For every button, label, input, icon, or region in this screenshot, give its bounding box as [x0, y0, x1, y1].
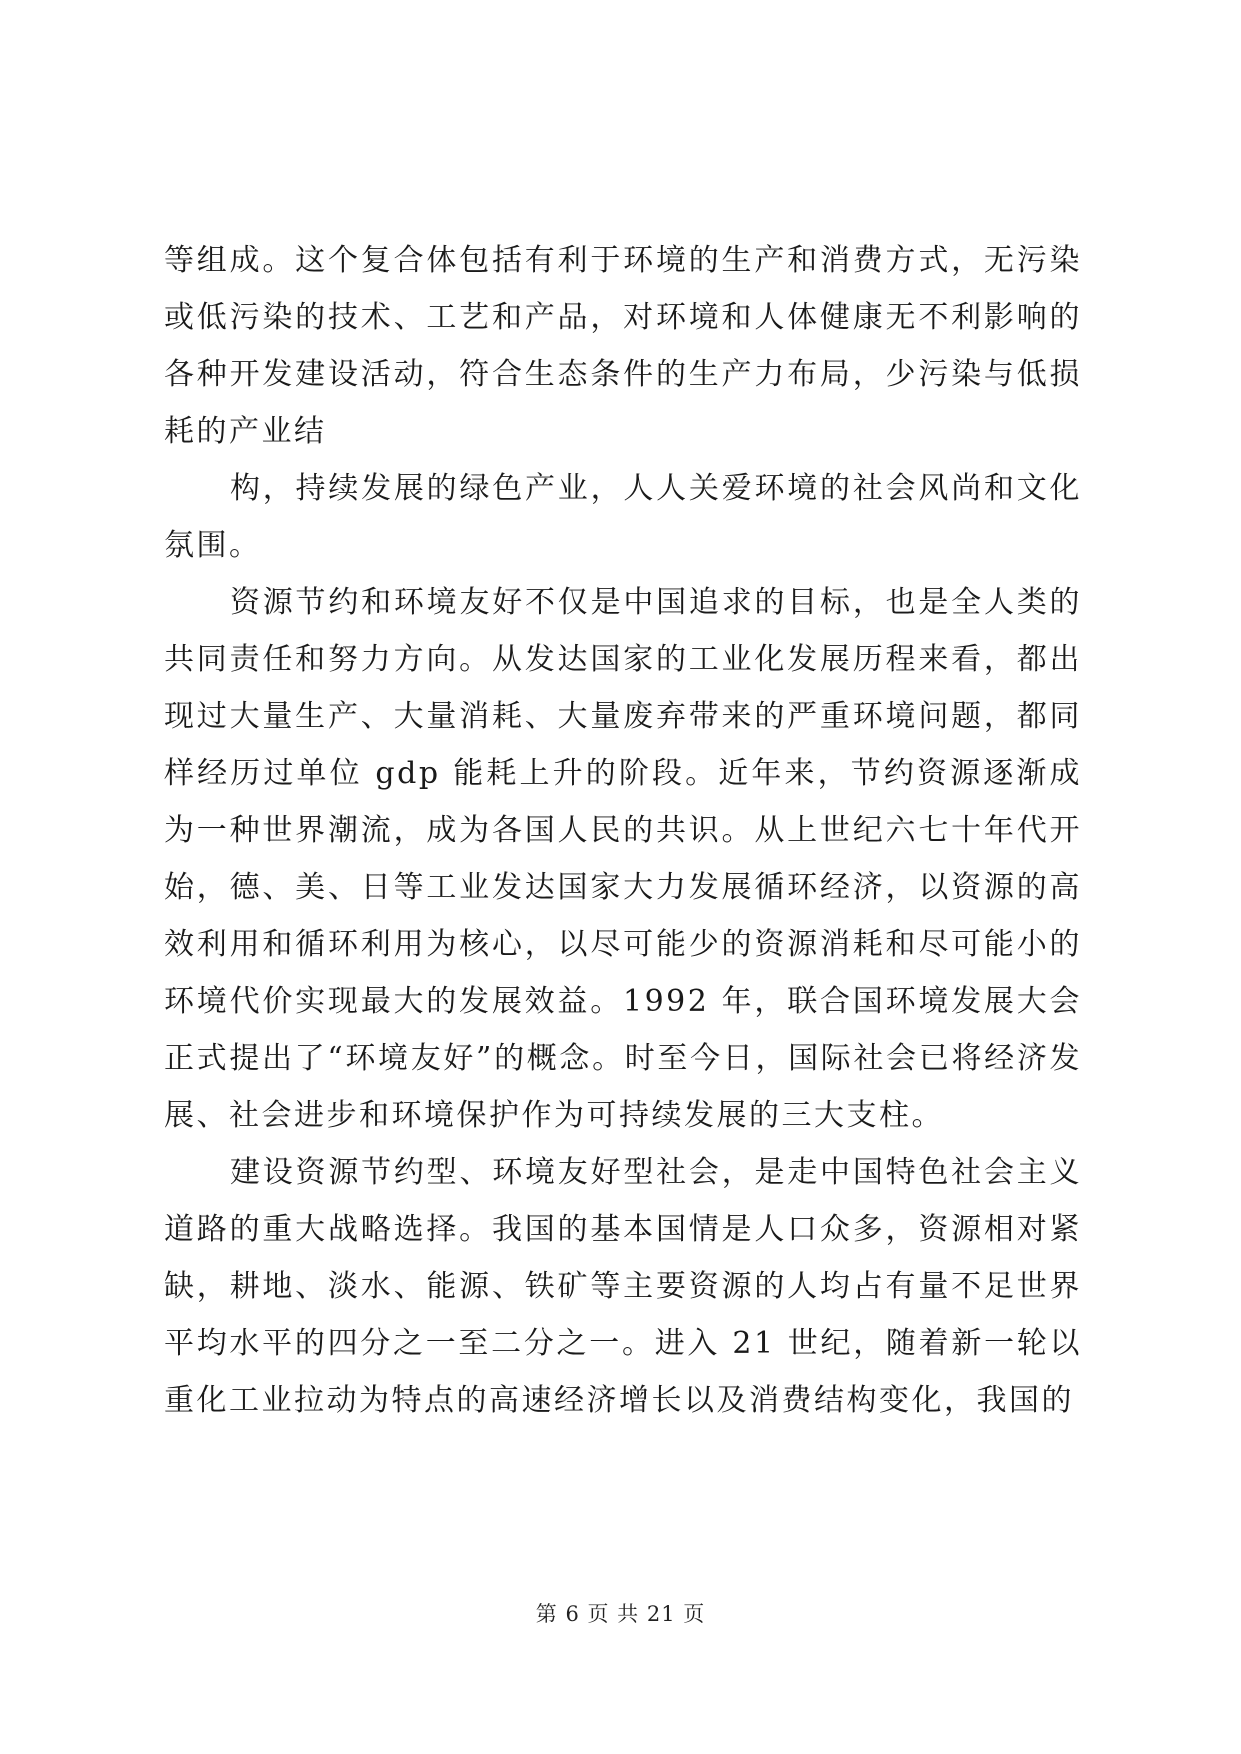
- paragraph-3: 资源节约和环境友好不仅是中国追求的目标，也是全人类的共同责任和努力方向。从发达国家的工业化发展历程来看，都出现过大量生产、大量消耗、大量废弃带来的严重环境问题，都同样经历过单位 gdp 能耗上升的阶段。近年来，节约资源逐渐成为一种世界潮流，成为各国人民的共识。从上世纪六七十年代开始，德、美、日等工业发达国家大力发展循环经济，以资源的高效利用和循环利用为核心，以尽可能少的资源消耗和尽可能小的环境代价实现最大的发展效益。1992 年，联合国环境发展大会正式提出了“环境友好”的概念。时至今日，国际社会已将经济发展、社会进步和环境保护作为可持续发展的三大支柱。: [164, 585, 1082, 1133]
- paragraph-2: 构，持续发展的绿色产业，人人关爱环境的社会风尚和文化氛围。: [164, 471, 1082, 563]
- paragraph-1: 等组成。这个复合体包括有利于环境的生产和消费方式，无污染或低污染的技术、工艺和产品，对环境和人体健康无不利影响的各种开发建设活动，符合生态条件的生产力布局，少污染与低损耗的产业结: [164, 243, 1082, 449]
- document-body: [164, 232, 1082, 1429]
- page-number-footer: 第 6 页 共 21 页: [535, 1602, 706, 1626]
- paragraph-4: 建设资源节约型、环境友好型社会，是走中国特色社会主义道路的重大战略选择。我国的基本国情是人口众多，资源相对紧缺，耕地、淡水、能源、铁矿等主要资源的人均占有量不足世界平均水平的四分之一至二分之一。进入 21 世纪，随着新一轮以重化工业拉动为特点的高速经济增长以及消费结构变化，我国的: [164, 1155, 1082, 1418]
